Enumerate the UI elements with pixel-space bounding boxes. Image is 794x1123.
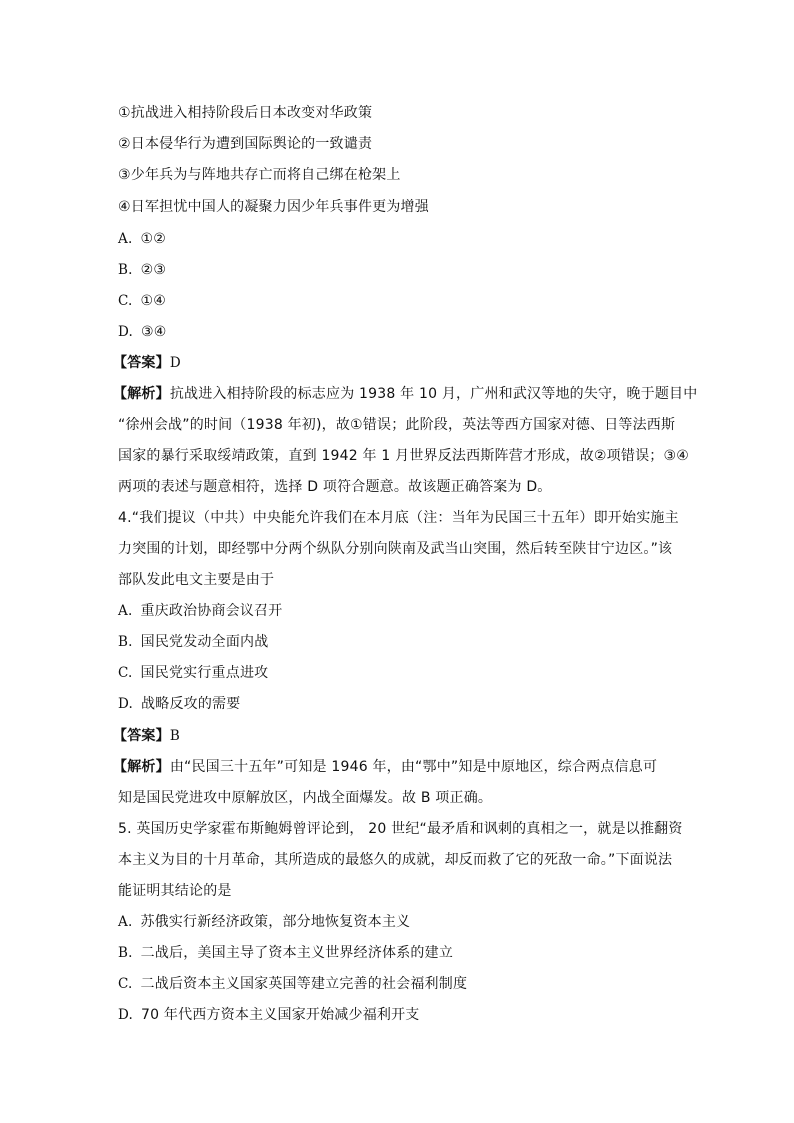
q3-analysis-line-3: 国家的暴行采取绥靖政策，直到 1942 年 1 月世界反法西斯阵营才形成，故②项错误；③④ <box>118 448 689 464</box>
answer-label: 【答案】 <box>113 728 170 744</box>
statement-3: ③少年兵为与阵地共存亡而将自己绑在枪架上 <box>118 167 401 183</box>
q3-option-b <box>118 261 166 279</box>
option-tag: C. <box>118 976 133 992</box>
option-text: ①② <box>140 231 166 247</box>
q4-stem-line-1: 4.“我们提议（中共）中央能允许我们在本月底（注：当年为民国三十五年）即开始实施主 <box>118 510 679 526</box>
q4-option-a <box>118 602 282 620</box>
option-text: ②③ <box>140 262 167 278</box>
option-tag: A. <box>118 231 133 247</box>
answer-label: 【答案】 <box>113 355 170 371</box>
option-tag: A. <box>118 914 133 930</box>
q4-option-d <box>118 695 240 713</box>
q3-answer <box>113 354 181 372</box>
option-text: 战略反攻的需要 <box>141 696 241 712</box>
q3-option-c <box>118 292 166 310</box>
option-tag: D. <box>118 1007 134 1023</box>
q5-stem-line-3: 能证明其结论的是 <box>118 883 232 899</box>
option-tag: C. <box>118 665 133 681</box>
answer-value: D <box>169 355 181 371</box>
option-tag: C. <box>118 293 133 309</box>
answer-value: B <box>169 728 180 744</box>
q5-stem-line-1: 5. 英国历史学家霍布斯鲍姆曾评论到， 20 世纪“最矛盾和讽刺的真相之一，就是以推翻资 <box>118 821 683 837</box>
option-text: 二战后资本主义国家英国等建立完善的社会福利制度 <box>140 976 468 992</box>
q3-analysis-line-2: “徐州会战”的时间（1938 年初)，故①错误；此阶段，英法等西方国家对德、日等法西斯 <box>118 417 676 433</box>
q5-option-c <box>118 975 467 993</box>
analysis-text: 由“民国三十五年”可知是 1946 年，由“鄂中”知是中原地区，综合两点信息可 <box>169 759 658 775</box>
q3-option-d <box>118 323 167 341</box>
option-text: 国民党实行重点进攻 <box>140 665 269 681</box>
option-tag: D. <box>118 696 134 712</box>
option-text: 国民党发动全面内战 <box>140 634 269 650</box>
analysis-label: 【解析】 <box>113 386 170 402</box>
option-tag: B. <box>118 945 133 961</box>
statement-2: ②日本侵华行为遭到国际舆论的一致谴责 <box>118 136 373 152</box>
q5-option-b <box>118 944 453 962</box>
option-text: 二战后，美国主导了资本主义世界经济体系的建立 <box>140 945 454 961</box>
analysis-label: 【解析】 <box>113 759 170 775</box>
q5-option-a <box>118 913 410 931</box>
analysis-text: 抗战进入相持阶段的标志应为 1938 年 10 月，广州和武汉等地的失守，晚于题目中 <box>169 386 698 402</box>
q4-stem-line-3: 部队发此电文主要是由于 <box>118 572 275 588</box>
q3-option-a <box>118 230 166 248</box>
q3-analysis-line-4: 两项的表述与题意相符，选择 D 项符合题意。故该题正确答案为 D。 <box>118 479 552 495</box>
option-tag: B. <box>118 634 133 650</box>
q4-analysis-line-2: 知是国民党进攻中原解放区，内战全面爆发。故 B 项正确。 <box>118 790 493 806</box>
q4-option-b <box>118 633 268 651</box>
option-text: 重庆政治协商会议召开 <box>140 603 283 619</box>
option-text: ①④ <box>140 293 167 309</box>
option-tag: D. <box>118 324 134 340</box>
q5-option-d <box>118 1006 420 1024</box>
option-tag: A. <box>118 603 133 619</box>
option-text: ③④ <box>141 324 167 340</box>
option-text: 70 年代西方资本主义国家开始减少福利开支 <box>141 1007 420 1023</box>
statement-4: ④日军担忧中国人的凝聚力因少年兵事件更为增强 <box>118 199 429 215</box>
statement-1: ①抗战进入相持阶段后日本改变对华政策 <box>118 105 373 121</box>
q4-stem-line-2: 力突围的计划，即经鄂中分两个纵队分别向陕南及武当山突围，然后转至陕甘宁边区。”该 <box>118 541 673 557</box>
q3-analysis-line-1 <box>113 385 697 403</box>
q4-option-c <box>118 664 268 682</box>
q4-answer <box>113 727 180 745</box>
q4-analysis-line-1 <box>113 758 657 776</box>
option-tag: B. <box>118 262 133 278</box>
q5-stem-line-2: 本主义为目的十月革命，其所造成的最悠久的成就，却反而救了它的死敌一命。”下面说法 <box>118 852 673 868</box>
option-text: 苏俄实行新经济政策，部分地恢复资本主义 <box>140 914 411 930</box>
